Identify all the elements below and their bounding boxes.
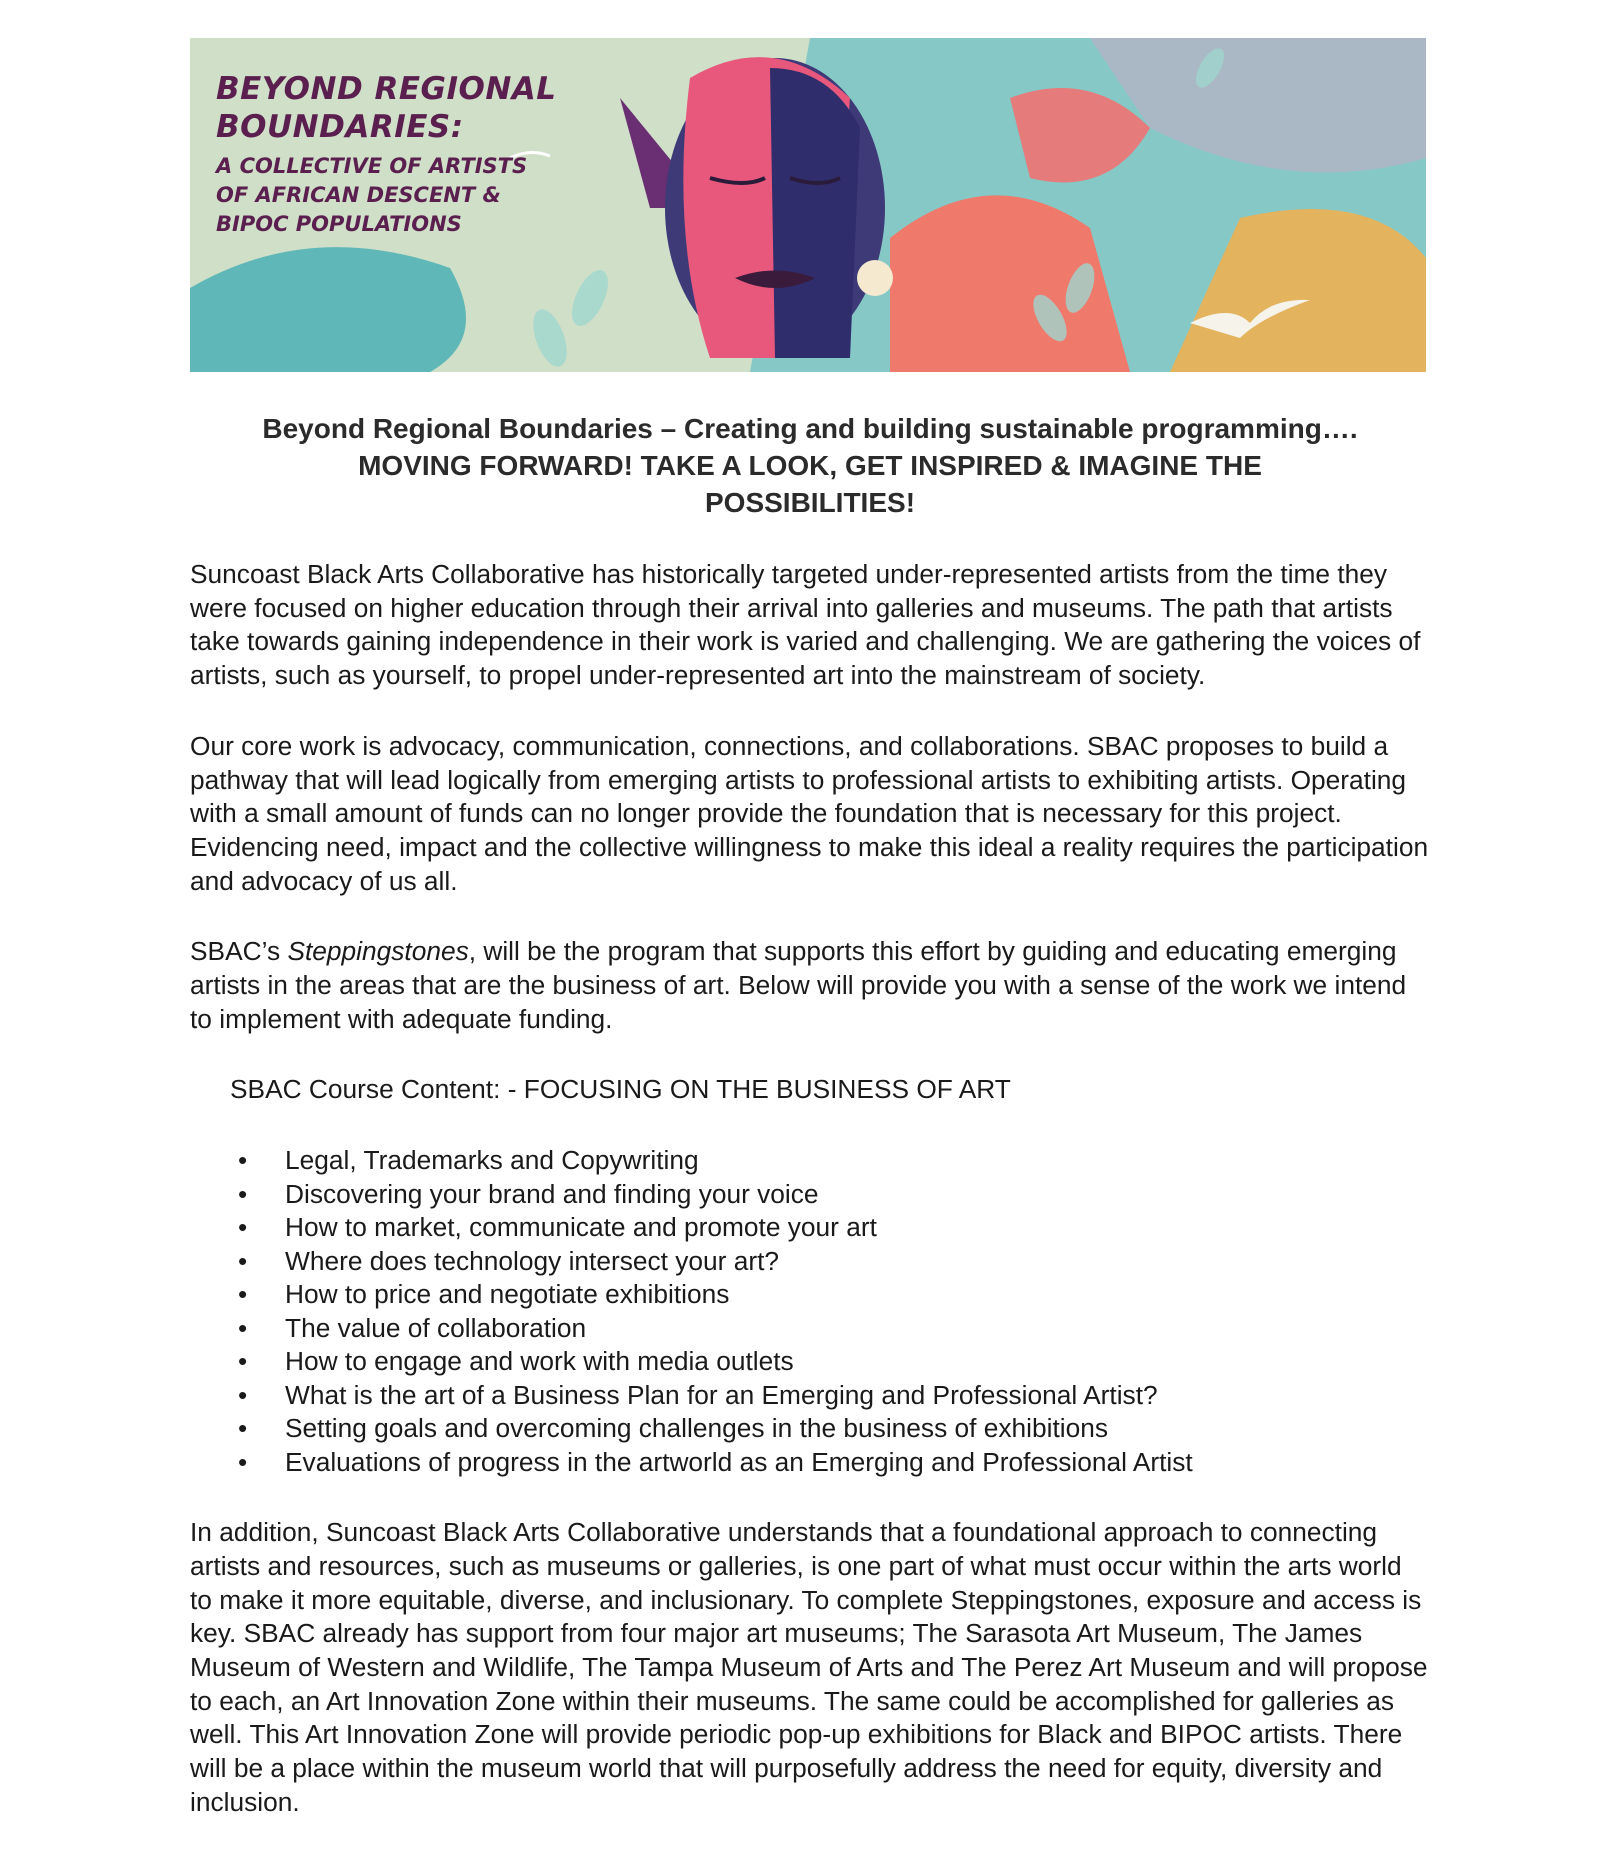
bullet-icon: • — [238, 1279, 248, 1310]
list-item-label: How to engage and work with media outlets — [285, 1346, 794, 1377]
banner-text — [216, 70, 557, 239]
list-item — [190, 1345, 1430, 1379]
list-item — [190, 1245, 1430, 1279]
list-item — [190, 1446, 1430, 1480]
list-item-label: How to market, communicate and promote your art — [285, 1212, 877, 1243]
bullet-icon: • — [238, 1245, 248, 1276]
banner-subtitle — [216, 152, 557, 239]
steppingstones-suffix: , will be the program that supports this effort by guiding and educating emerging artists in the areas that are the business of art. Below will provide you with a sense of the work we intend to implement with adequate funding. — [190, 936, 1407, 1034]
list-item-label: What is the art of a Business Plan for an Emerging and Professional Artist? — [285, 1379, 1158, 1410]
banner-subtitle-line1: A COLLECTIVE OF ARTISTS — [216, 154, 528, 178]
art-innovation-zone-paragraph: In addition, Suncoast Black Arts Collaborative understands that a foundational approach to connecting artists and resources, such as museums or galleries, is one part of what must occur within the arts world to make it more equitable, diverse, and inclusionary. To complete Steppingstones, exposure and access is key. SBAC already has support from four major art museums; The Sarasota Art Museum, The James Museum of Western and Wildlife, The Tampa Museum of Arts and The Perez Art Museum and will propose to each, an Art Innovation Zone within their museums. The same could be accomplished for galleries as well. This Art Innovation Zone will provide periodic pop-up exhibitions for Black and BIPOC artists. There will be a place within the museum world that will purposefully address the need for equity, diversity and inclusion. — [190, 1517, 1428, 1817]
bullet-icon: • — [238, 1413, 248, 1444]
list-item-label: Discovering your brand and finding your voice — [285, 1178, 819, 1209]
list-item — [190, 1144, 1430, 1178]
document-page — [190, 38, 1430, 1819]
program-name: Steppingstones — [287, 936, 469, 967]
bullet-icon: • — [238, 1312, 248, 1343]
intro-paragraph: Suncoast Black Arts Collaborative has historically targeted under-represented artists from the time they were focused on higher education through their arrival into galleries and museums. The path that artists take towards gaining independence in their work is varied and challenging. We are gathering the voices of artists, such as yourself, to propel under-represented art into the mainstream of society. — [190, 559, 1421, 691]
heading-line1: Beyond Regional Boundaries – Creating and building sustainable programming…. — [262, 413, 1358, 444]
core-work-paragraph: Our core work is advocacy, communication, connections, and collaborations. SBAC proposes to build a pathway that will lead logically from emerging artists to professional artists to exhibiting artists. Operating with a small amount of funds can no longer provide the foundation that is necessary for this project. Evidencing need, impact and the collective willingness to make this ideal a reality requires the participation and advocacy of us all. — [190, 730, 1429, 896]
banner-title-line1: BEYOND REGIONAL — [216, 71, 557, 107]
heading-line2: MOVING FORWARD! TAKE A LOOK, GET INSPIRED & IMAGINE THE — [358, 450, 1262, 481]
banner-title-line2: BOUNDARIES: — [216, 109, 464, 145]
steppingstones-paragraph — [190, 935, 1430, 1036]
bullet-icon: • — [238, 1446, 248, 1477]
list-item-label: Where does technology intersect your art? — [285, 1245, 780, 1276]
steppingstones-prefix: SBAC’s — [190, 936, 288, 967]
bullet-icon: • — [238, 1145, 248, 1176]
banner-subtitle-line3: BIPOC POPULATIONS — [216, 212, 462, 236]
banner-subtitle-line2: OF AFRICAN DESCENT & — [216, 183, 501, 207]
page-heading — [190, 410, 1430, 521]
heading-line3: POSSIBILITIES! — [704, 487, 916, 518]
list-item-label: Evaluations of progress in the artworld as an Emerging and Professional Artist — [285, 1446, 1193, 1477]
list-item — [190, 1278, 1430, 1312]
bullet-icon: • — [238, 1178, 248, 1209]
list-item — [190, 1178, 1430, 1212]
header-banner — [190, 38, 1426, 372]
list-item — [190, 1379, 1430, 1413]
course-list — [190, 1144, 1430, 1479]
bullet-icon: • — [238, 1379, 248, 1410]
list-item — [190, 1412, 1430, 1446]
list-item-label: Setting goals and overcoming challenges in the business of exhibitions — [285, 1413, 1109, 1444]
list-item-label: The value of collaboration — [285, 1312, 587, 1343]
list-item — [190, 1312, 1430, 1346]
list-item — [190, 1211, 1430, 1245]
list-item-label: How to price and negotiate exhibitions — [285, 1279, 730, 1310]
list-item-label: Legal, Trademarks and Copywriting — [285, 1145, 699, 1176]
course-content-title: SBAC Course Content: - FOCUSING ON THE BUSINESS OF ART — [230, 1074, 1011, 1105]
bullet-icon: • — [238, 1212, 248, 1243]
bullet-icon: • — [238, 1346, 248, 1377]
